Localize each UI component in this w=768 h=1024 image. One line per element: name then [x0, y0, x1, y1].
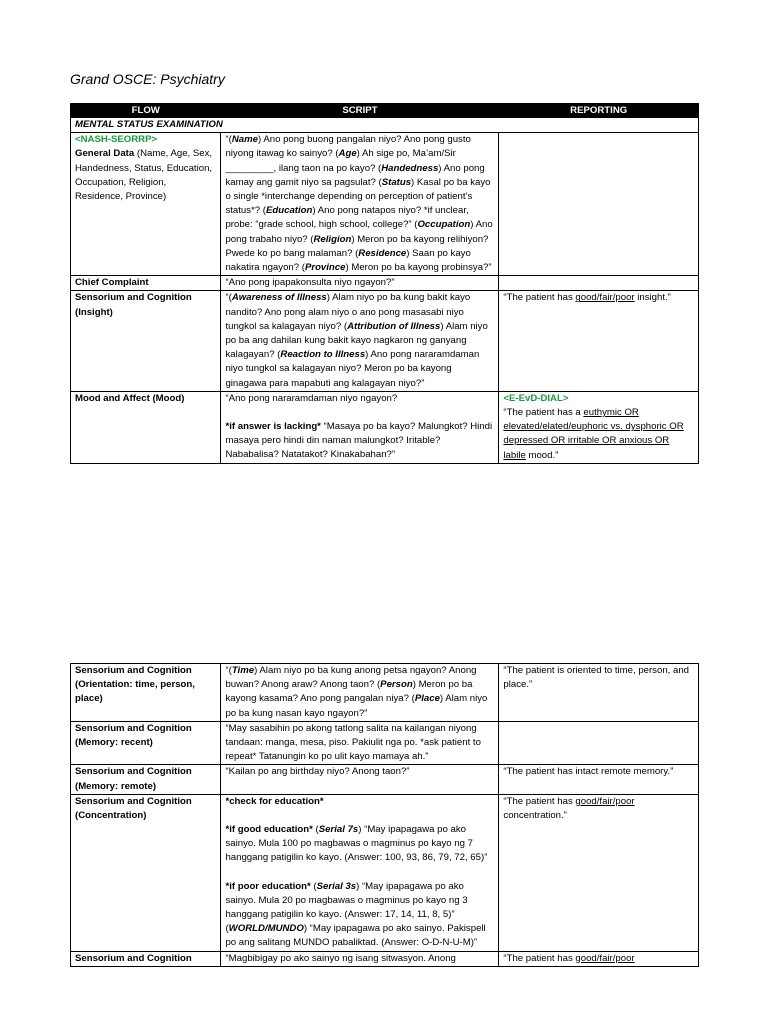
- mnemonic-code: <E-EvD-DIAL>: [503, 392, 569, 404]
- msе-table-part-1: [70, 103, 699, 464]
- text-segment: ) Kasal po ba kayo o single *interchange depending on perception of patient’s status*? (: [225, 176, 491, 217]
- text-segment: Attribution of Illness: [347, 320, 441, 332]
- table-row-insight: [71, 291, 699, 391]
- table-row-memory-remote: [71, 765, 699, 794]
- flow-cell: Sensorium and Cognition: [71, 951, 221, 966]
- text-segment: “(: [225, 292, 232, 304]
- table-row-orientation: [71, 664, 699, 722]
- text-segment: “The patient has a: [503, 407, 584, 419]
- text-segment: Age: [338, 148, 357, 160]
- text-segment: Status: [381, 176, 412, 188]
- text-segment: ) Ano pong buong pangalan niyo? Ano pong gusto niyong itawag ko sainyo? (: [225, 134, 471, 160]
- condition-note: *if good education*: [225, 824, 313, 836]
- reporting-cell: [499, 951, 699, 966]
- world-block: (WORLD/MUNDO) “May ipapagawa po ako sainyo. Pakispell po ang salitang MUNDO pabaliktad. (Answer: O-D-N-U-M)”: [225, 923, 486, 949]
- reporting-cell: [499, 391, 699, 463]
- flow-cell: Sensorium and Cognition (Memory: recent): [71, 721, 221, 765]
- text-segment: good/fair/poor: [575, 795, 635, 807]
- text-segment: Person: [380, 679, 413, 691]
- text-segment: ) Ano pong kamay ang gamit niyo sa pagsulat? (: [225, 162, 485, 188]
- reporting-cell: “The patient has intact remote memory.”: [499, 765, 699, 794]
- serial-7s-block: *if good education* (Serial 7s) “May ipapagawa po ako sainyo. Mula 100 po magbawas o magminus po kayo ng 7 hanggang patigilin ko kayo. (Answer: 100, 93, 86, 79, 72, 65)”: [225, 824, 488, 864]
- flow-label: General Data: [75, 148, 135, 160]
- mse-table-part-2: [70, 663, 699, 967]
- serial-3s-block: *if poor education* (Serial 3s) “May ipapagawa po ako sainyo. Mula 20 po magbawas o magminus po kayo ng 3 hanggang patigilin ko kayo. (Answer: 17, 14, 11, 8, 5)”: [225, 880, 468, 921]
- text-segment: Residence: [358, 247, 407, 259]
- test-script: “May ipapagawa po ako sainyo. Mula 20 po magbawas o magminus po kayo ng 3 hanggang patigilin ko kayo. (Answer: 17, 14, 11, 8, 5)”: [225, 880, 468, 921]
- flow-cell: [71, 133, 221, 276]
- test-script: “May ipapagawa po ako sainyo. Pakispell po ang salitang MUNDO pabaliktad. (Answer: O-D-N-U-M)”: [225, 923, 486, 949]
- flow-cell: Sensorium and Cognition (Memory: remote): [71, 765, 221, 794]
- table-row-mood: [71, 391, 699, 463]
- text-segment: “The patient has: [503, 952, 576, 964]
- flow-label-detail: (Name, Age, Sex, Handedness, Status, Education, Occupation, Religion, Residence, Province): [75, 148, 213, 203]
- script-cell: “Kailan po ang birthday niyo? Anong taon?”: [221, 765, 499, 794]
- table-header-row: [71, 104, 699, 118]
- text-segment: good/fair/poor: [575, 952, 635, 964]
- table-row-general-data: [71, 133, 699, 276]
- text-segment: Time: [231, 665, 255, 676]
- test-name: Serial 3s: [316, 880, 357, 892]
- reporting-cell: [499, 291, 699, 391]
- flow-cell: Sensorium and Cognition (Insight): [71, 291, 221, 391]
- text-segment: ) Alam niyo po ba ang dahilan kung bakit kayo nagkaron ng ganyang kalagayan? (: [225, 320, 488, 361]
- script-cell: “Magbibigay po ako sainyo ng isang sitwasyon. Anong: [221, 951, 499, 966]
- header-script: SCRIPT: [221, 104, 499, 118]
- table-row-concentration: [71, 794, 699, 951]
- text-segment: Name: [231, 134, 258, 146]
- script-cell: [221, 291, 499, 391]
- condition-note: *if answer is lacking*: [225, 421, 321, 433]
- text-segment: good/fair/poor: [575, 292, 635, 304]
- script-cell: [221, 133, 499, 276]
- text-segment: ) Alam niyo po ba kung nasan kayo ngayon?”: [225, 693, 488, 719]
- text-segment: Education: [266, 205, 313, 217]
- table-row-memory-recent: [71, 721, 699, 765]
- text-segment: Reaction to Illness: [280, 349, 366, 361]
- test-name: Serial 7s: [318, 824, 359, 836]
- reporting-cell: [499, 794, 699, 951]
- flow-cell: Chief Complaint: [71, 276, 221, 291]
- text-segment: Religion: [313, 233, 352, 245]
- reporting-cell: [499, 276, 699, 291]
- section-row: [71, 118, 699, 133]
- reporting-cell: “The patient is oriented to time, person, and place.”: [499, 664, 699, 722]
- text-segment: euthymic OR elevated/elated/euphoric vs. dysphoric OR depressed OR irritable OR anxious OR labile: [503, 407, 684, 461]
- script-cell: “May sasabihin po akong tatlong salita na kailangan niyong tandaan: manga, mesa, piso. Pakiulit nga po. *ask patient to repeat* Tatanungin ko po ulit kayo mamaya ah.”: [221, 721, 499, 765]
- script-followup: [225, 420, 494, 463]
- header-flow: FLOW: [71, 104, 221, 118]
- text-segment: “The patient has: [503, 795, 576, 807]
- reporting-cell: [499, 721, 699, 765]
- text-segment: concentration.”: [503, 810, 567, 822]
- document-title: Grand OSCE: Psychiatry: [70, 71, 225, 87]
- table-row-judgment: [71, 951, 699, 966]
- text-segment: ) Ano pong nararamdaman niyo tungkol sa kalagayan niyo? Meron po ba kayong ginagawa para mapabuti ang kalagayan niyo?”: [225, 349, 480, 389]
- flow-cell: Sensorium and Cognition (Concentration): [71, 794, 221, 951]
- script-question: “Ano pong nararamdaman niyo ngayon?: [225, 392, 398, 404]
- script-cell: “Ano pong ipapakonsulta niyo ngayon?”: [221, 276, 499, 291]
- script-cell: [221, 664, 499, 722]
- script-cell: [221, 794, 499, 951]
- table-row-chief-complaint: [71, 276, 699, 291]
- text-segment: “(: [225, 134, 232, 146]
- flow-cell: Sensorium and Cognition (Orientation: time, person, place): [71, 664, 221, 722]
- reporting-text: [503, 406, 694, 463]
- mnemonic-code: <NASH-SEORRP>: [75, 134, 158, 146]
- text-segment: Place: [414, 693, 440, 705]
- script-cell: [221, 391, 499, 463]
- text-segment: “The patient has: [503, 292, 576, 304]
- flow-cell: Mood and Affect (Mood): [71, 391, 221, 463]
- test-script: “May ipapagawa po ako sainyo. Mula 100 po magbawas o magminus po kayo ng 7 hanggang patigilin ko kayo. (Answer: 100, 93, 86, 79, 72, 65)”: [225, 824, 488, 864]
- test-name: WORLD/MUNDO: [228, 923, 304, 935]
- text-segment: “(: [225, 665, 232, 676]
- text-segment: ) Ah sige po, Ma’am/Sir _________, ilang taon na po kayo? (: [225, 148, 456, 174]
- text-segment: insight.”: [634, 292, 671, 304]
- check-note: *check for education*: [225, 795, 324, 807]
- text-segment: ) Meron po ba kayong probinsya?”: [345, 262, 492, 274]
- text-segment: Occupation: [417, 219, 471, 231]
- text-segment: Handedness: [381, 162, 439, 174]
- text-segment: Awareness of Illness: [231, 292, 327, 304]
- header-reporting: REPORTING: [499, 104, 699, 118]
- text-segment: ) Ano pong natapos niyo? *if unclear, probe: “grade school, high school, college?” (: [225, 205, 469, 231]
- text-segment: ) Meron po ba kayong relihiyon? Pwede ko po bang malaman? (: [225, 233, 489, 259]
- text-segment: ) Meron po ba kayong kasama? Ano pong pangalan niya? (: [225, 679, 473, 705]
- followup-text: “Masaya po ba kayo? Malungkot? Hindi masaya pero hindi din naman malungkot? Iritable? Nababalisa? Natatakot? Kinakabahan?”: [225, 421, 493, 461]
- text-segment: ) Alam niyo po ba kung anong petsa ngayon? Anong buwan? Anong araw? Anong taon? (: [225, 665, 477, 691]
- condition-note: *if poor education*: [225, 880, 311, 892]
- text-segment: ) Saan po kayo nakatira ngayon? (: [225, 247, 471, 274]
- reporting-cell: [499, 133, 699, 276]
- text-segment: ) Ano pong trabaho niyo? (: [225, 219, 493, 245]
- text-segment: mood.”: [525, 449, 559, 461]
- text-segment: ) Alam niyo po ba kung bakit kayo nandito? Ano pong alam niyo o ano pong masasabi niyo tungkol sa kalagayan niyo? (: [225, 292, 471, 332]
- text-segment: Province: [304, 262, 346, 274]
- section-title: MENTAL STATUS EXAMINATION: [71, 118, 699, 133]
